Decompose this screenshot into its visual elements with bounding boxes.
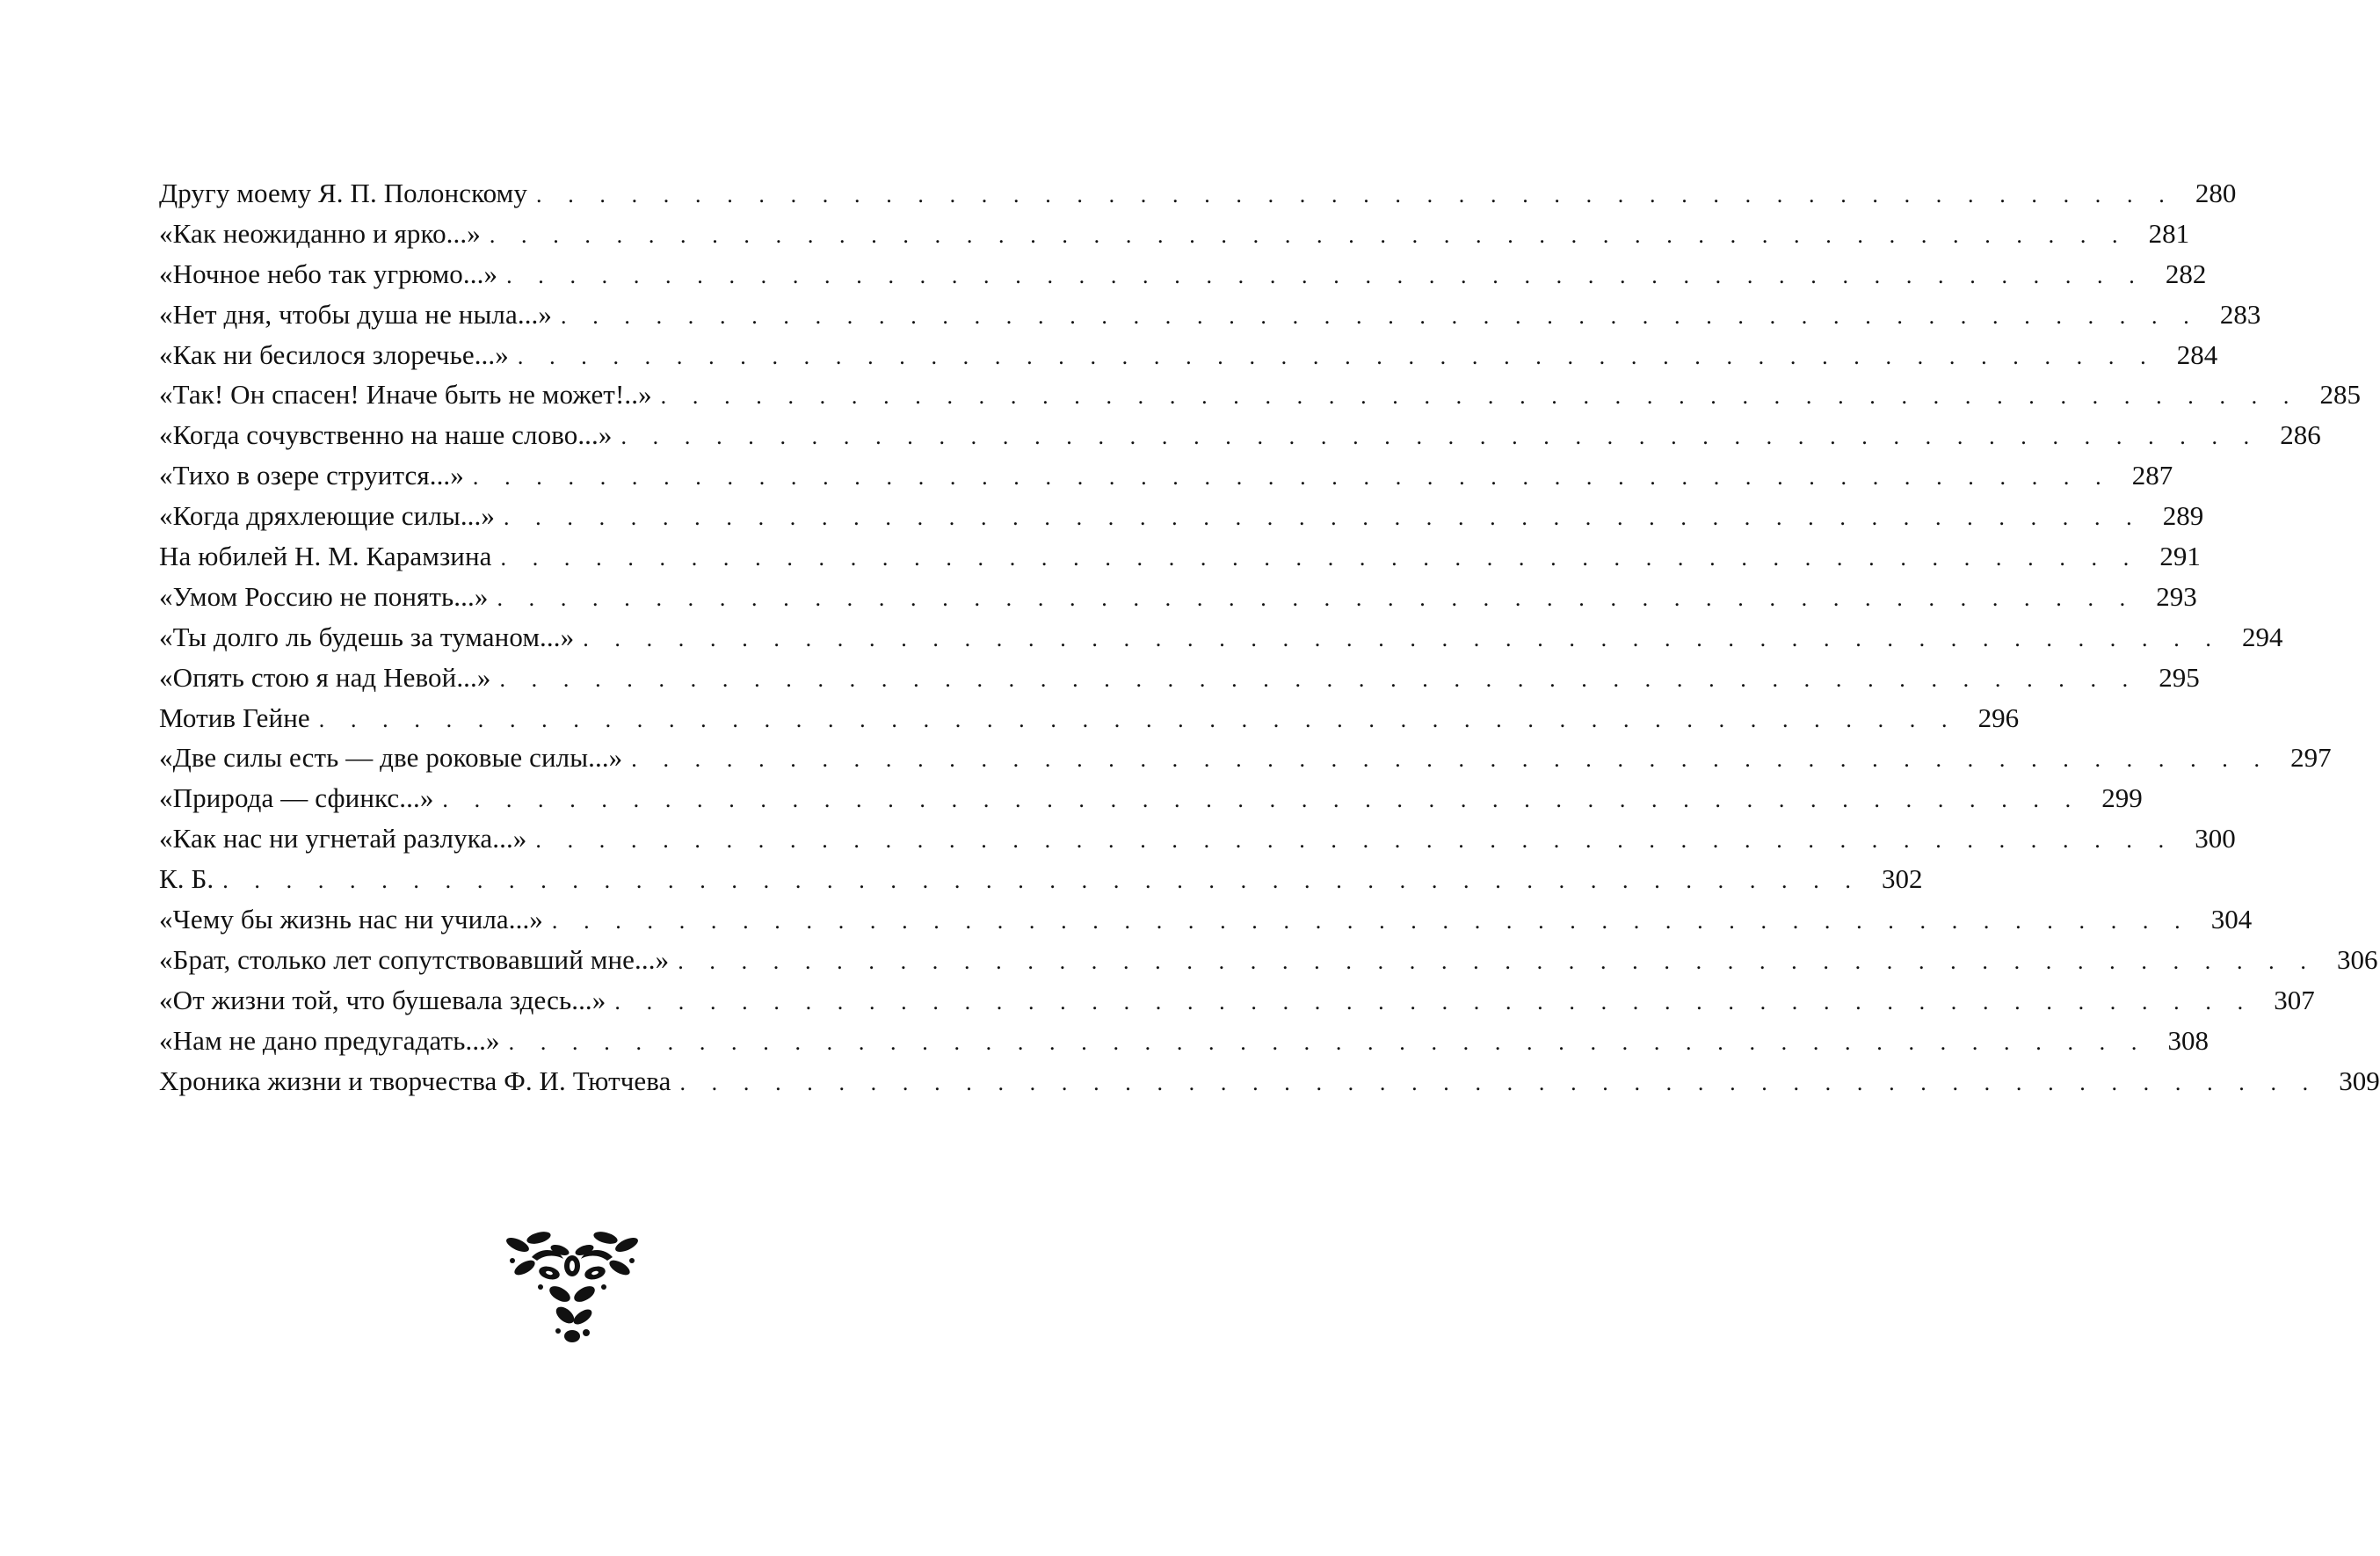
dot-leader: . . . . . . . . . . . . . . . . . . . . . . . . . . . . . . . . . . . . . . . . . . . . . . . . . . . . [503,505,2143,531]
toc-entry[interactable] [159,294,2261,335]
toc-entry-title: «Тихо в озере струится...» [159,460,464,491]
toc-entry-page: 295 [2159,661,2200,693]
dot-leader: . . . . . . . . . . . . . . . . . . . . . . . . . . . . . . . . . . . . . . . . . . . . . . . . . . . . [679,1069,2318,1095]
toc-entry-page: 286 [2280,419,2321,451]
toc-entry-page: 281 [2148,217,2190,249]
toc-entry-page: 291 [2159,541,2201,572]
dot-leader: . . . . . . . . . . . . . . . . . . . . . . . . . . . . . . . . . . . . . . . . . . . . . . . . . . . . [499,665,2138,692]
dot-leader: . . . . . . . . . . . . . . . . . . . . . . . . . . . . . . . . . . . . . . . . . . . . . . . . . . . . [631,746,2270,773]
toc-entry-title: «Умом Россию не понять...» [159,580,489,612]
toc-entry-page: 296 [1977,702,2020,733]
toc-entry-title: «Чему бы жизнь нас ни учила...» [159,904,543,935]
dot-leader: . . . . . . . . . . . . . . . . . . . . . . . . . . . . . . . . . . . . . . . . . . . . . . . . . . . . [551,908,2191,934]
toc-entry-title: «Так! Он спасен! Иначе быть не может!..» [159,379,652,411]
toc-entry-title: «Брат, столько лет сопутствовавший мне...» [159,943,670,975]
toc-entry-title: «Как неожиданно и ярко...» [159,217,481,249]
table-of-contents [159,173,2380,1101]
dot-leader: . . . . . . . . . . . . . . . . . . . . . . . . . . . . . . . . . . . . . . . . . . . . . . . . . . . . [442,787,2081,813]
toc-entry[interactable] [159,455,2173,496]
toc-entry-title: «Нет дня, чтобы душа не ныла...» [159,298,552,330]
toc-entry[interactable] [159,738,2332,778]
toc-entry[interactable] [159,374,2361,415]
dot-leader: . . . . . . . . . . . . . . . . . . . . . . . . . . . . . . . . . . . . . . . . . . . . . . . . . . . . [489,222,2129,248]
dot-leader: . . . . . . . . . . . . . . . . . . . . . . . . . . . . . . . . . . . . . . . . . . . . . . . . . . . . [318,706,1958,732]
toc-entry[interactable] [159,899,2253,940]
toc-entry-page: 309 [2339,1065,2380,1096]
dot-leader: . . . . . . . . . . . . . . . . . . . . . . . . . . . . . . . . . . . . . . . . . . . . . . . . . . . . [500,545,2139,571]
toc-entry[interactable] [159,658,2200,698]
dot-leader: . . . . . . . . . . . . . . . . . . . . . . . . . . . . . . . . . . . . . . . . . . . . . . . . . . . . [561,302,2200,329]
toc-entry-page: 283 [2219,298,2261,330]
dot-leader: . . . . . . . . . . . . . . . . . . . . . . . . . . . . . . . . . . . . . . . . . . . . . . . . . . . . [506,262,2145,288]
toc-entry-page: 302 [1882,863,1923,895]
toc-entry-title: «Как ни бесилося злоречье...» [159,338,509,370]
dot-leader: . . . . . . . . . . . . . . . . . . . . . . . . . . . . . . . . . . . . . . . . . . . . . . . . . . . . [517,343,2157,369]
toc-entry-title: «Природа — сфинкс...» [159,782,434,814]
dot-leader: . . . . . . . . . . . . . . . . . . . . . . . . . . . . . . . . . . . . . . . . . . . . . . . . . . . . [620,424,2260,450]
toc-entry[interactable] [159,698,2020,738]
toc-entry-page: 304 [2210,904,2253,935]
toc-entry-page: 306 [2337,943,2378,975]
dot-leader: . . . . . . . . . . . . . . . . . . . . . . . . . . . . . . . . . . . . . . . . . . . . . . . . . . . . [535,827,2174,854]
toc-entry[interactable] [159,173,2237,214]
floral-vignette-icon [505,1229,639,1350]
toc-entry[interactable] [159,335,2218,375]
toc-entry-title: «Две силы есть — две роковые силы...» [159,742,623,774]
toc-entry[interactable] [159,577,2197,617]
toc-entry[interactable] [159,980,2315,1021]
toc-entry-title: «Нам не дано предугадать...» [159,1024,500,1056]
dot-leader: . . . . . . . . . . . . . . . . . . . . . . . . . . . . . . . . . . . . . . . . . . . . . . . . . . . . [614,988,2253,1014]
toc-entry[interactable] [159,1021,2209,1061]
toc-entry-page: 300 [2195,823,2236,854]
toc-entry-title: «Опять стою я над Невой...» [159,661,491,693]
toc-entry-title: «Когда сочувственно на наше слово...» [159,419,613,451]
toc-entry[interactable] [159,1061,2380,1102]
toc-entry-page: 284 [2176,338,2218,370]
toc-entry-page: 285 [2319,379,2361,411]
toc-entry-title: Мотив Гейне [159,702,310,733]
toc-entry-page: 299 [2101,782,2143,814]
toc-entry-title: Другу моему Я. П. Полонскому [159,178,527,208]
toc-entry[interactable] [159,818,2236,859]
toc-entry[interactable] [159,415,2321,455]
dot-leader: . . . . . . . . . . . . . . . . . . . . . . . . . . . . . . . . . . . . . . . . . . . . . . . . . . . . [583,625,2222,651]
toc-entry-title: «Ты долго ль будешь за туманом...» [159,621,575,652]
dot-leader: . . . . . . . . . . . . . . . . . . . . . . . . . . . . . . . . . . . . . . . . . . . . . . . . . . . . [472,464,2112,491]
toc-entry[interactable] [159,859,1923,899]
toc-entry[interactable] [159,778,2143,818]
toc-entry-page: 297 [2290,742,2332,774]
toc-entry-page: 307 [2274,984,2315,1015]
dot-leader: . . . . . . . . . . . . . . . . . . . . . . . . . . . . . . . . . . . . . . . . . . . . . . . . . . . . [222,868,1861,894]
toc-entry[interactable] [159,214,2190,254]
toc-entry-page: 280 [2195,178,2237,208]
toc-entry-page: 282 [2165,258,2207,289]
toc-entry[interactable] [159,536,2201,577]
toc-entry-title: «От жизни той, что бушевала здесь...» [159,984,606,1015]
toc-entry-title: К. Б. [159,863,214,895]
toc-entry-title: «Ночное небо так угрюмо...» [159,258,498,289]
toc-entry[interactable] [159,254,2207,294]
dot-leader: . . . . . . . . . . . . . . . . . . . . . . . . . . . . . . . . . . . . . . . . . . . . . . . . . . . . [536,182,2175,207]
toc-entry-title: Хроника жизни и творчества Ф. И. Тютчева [159,1065,671,1096]
dot-leader: . . . . . . . . . . . . . . . . . . . . . . . . . . . . . . . . . . . . . . . . . . . . . . . . . . . . [497,585,2136,611]
dot-leader: . . . . . . . . . . . . . . . . . . . . . . . . . . . . . . . . . . . . . . . . . . . . . . . . . . . . [660,383,2299,410]
toc-entry-page: 293 [2156,580,2197,612]
toc-entry[interactable] [159,496,2204,536]
toc-entry-page: 289 [2162,500,2204,532]
toc-entry-title: На юбилей Н. М. Карамзина [159,541,492,572]
toc-entry[interactable] [159,617,2283,658]
toc-entry-page: 294 [2242,621,2283,652]
dot-leader: . . . . . . . . . . . . . . . . . . . . . . . . . . . . . . . . . . . . . . . . . . . . . . . . . . . . [508,1029,2147,1055]
toc-entry-page: 308 [2167,1024,2209,1056]
dot-leader: . . . . . . . . . . . . . . . . . . . . . . . . . . . . . . . . . . . . . . . . . . . . . . . . . . . . [678,948,2317,974]
toc-entry-title: «Как нас ни угнетай разлука...» [159,823,527,854]
toc-entry-page: 287 [2131,460,2173,491]
toc-entry[interactable] [159,940,2378,980]
toc-entry-title: «Когда дряхлеющие силы...» [159,500,495,532]
